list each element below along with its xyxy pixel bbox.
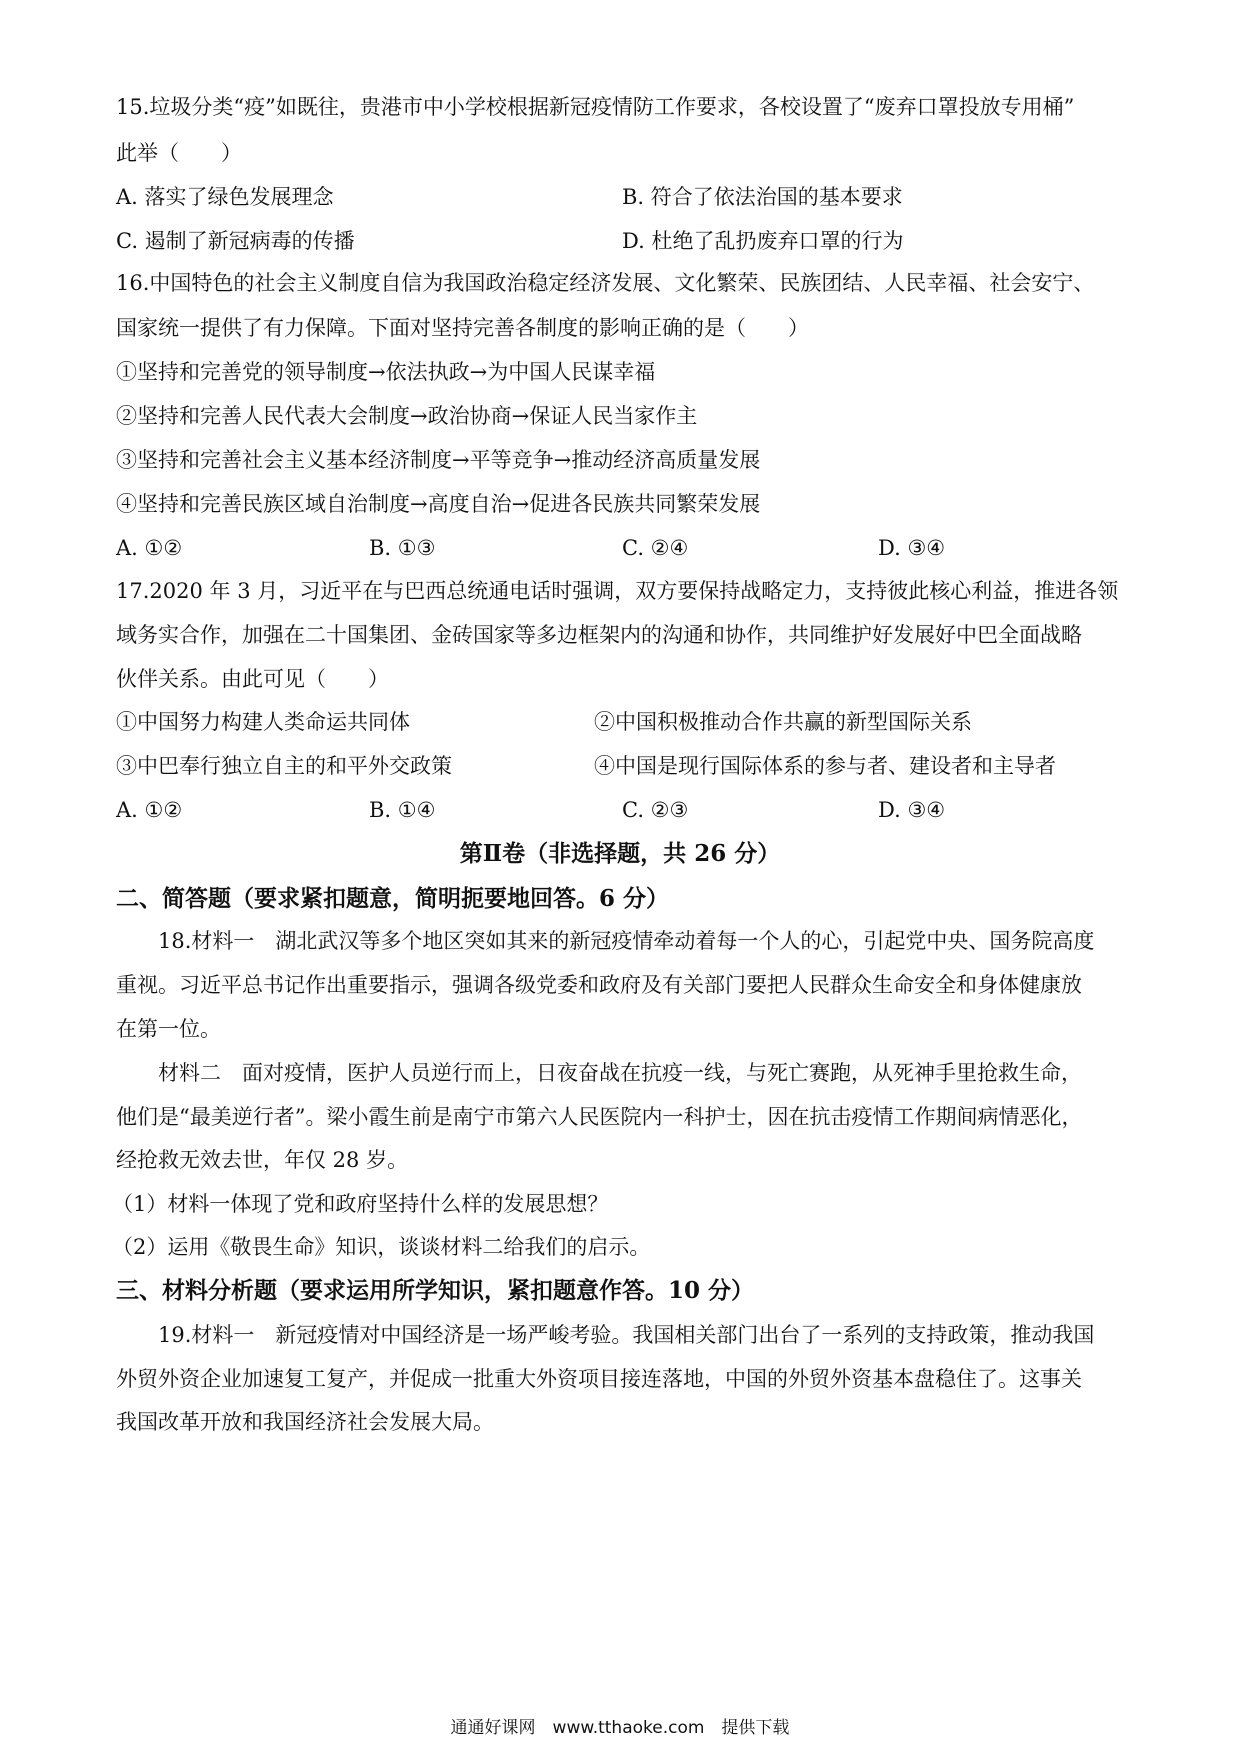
q16-item-3: ③坚持和完善社会主义基本经济制度→平等竞争→推动经济高质量发展 (116, 448, 761, 472)
q15-stem-line1: 15.垃圾分类“疫”如既往，贵港市中小学校根据新冠疫情防工作要求，各校设置了“废弃口罩投放专用桶” (116, 95, 1075, 119)
q17-stem-line1: 17.2020 年 3 月，习近平在与巴西总统通电话时强调，双方要保持战略定力，支持彼此核心利益，推进各领 (116, 579, 1119, 603)
page-footer: 通通好课网 www.tthaoke.com 提供下载 (450, 1718, 790, 1738)
q18-material2-line3: 经抢救无效去世，年仅 28 岁。 (116, 1148, 409, 1172)
q16-stem-line2: 国家统一提供了有力保障。下面对坚持完善各制度的影响正确的是（ ） (116, 316, 809, 340)
q17-option-a: A. ①② (116, 798, 183, 822)
q15-option-b: B. 符合了依法治国的基本要求 (622, 185, 903, 209)
section3-title: 三、材料分析题（要求运用所学知识，紧扣题意作答。10 分） (116, 1277, 755, 1304)
q17-item-2: ②中国积极推动合作共赢的新型国际关系 (594, 710, 972, 734)
q19-material1-line2: 外贸外资企业加速复工复产，并促成一批重大外资项目接连落地，中国的外贸外资基本盘稳住了。这事关 (116, 1367, 1082, 1391)
q18-subquestion-2: （2）运用《敬畏生命》知识，谈谈材料二给我们的启示。 (112, 1235, 651, 1259)
q16-item-1: ①坚持和完善党的领导制度→依法执政→为中国人民谋幸福 (116, 360, 656, 384)
q17-stem-line2: 域务实合作，加强在二十国集团、金砖国家等多边框架内的沟通和协作，共同维护好发展好中巴全面战略 (116, 623, 1082, 647)
section2-title: 二、简答题（要求紧扣题意，简明扼要地回答。6 分） (116, 885, 670, 912)
q16-option-b: B. ①③ (369, 536, 436, 560)
q17-item-4: ④中国是现行国际体系的参与者、建设者和主导者 (594, 754, 1056, 778)
q16-item-2: ②坚持和完善人民代表大会制度→政治协商→保证人民当家作主 (116, 404, 698, 428)
q18-material2-line1: 材料二 面对疫情，医护人员逆行而上，日夜奋战在抗疫一线，与死亡赛跑，从死神手里抢救生命， (158, 1061, 1082, 1085)
q19-material1-line3: 我国改革开放和我国经济社会发展大局。 (116, 1410, 494, 1434)
q16-option-d: D. ③④ (878, 536, 946, 560)
q18-subquestion-1: （1）材料一体现了党和政府坚持什么样的发展思想？ (112, 1192, 609, 1216)
q15-option-c: C. 遏制了新冠病毒的传播 (116, 229, 355, 253)
q17-item-1: ①中国努力构建人类命运共同体 (116, 710, 410, 734)
q17-option-b: B. ①④ (369, 798, 436, 822)
q16-option-c: C. ②④ (622, 536, 689, 560)
q16-item-4: ④坚持和完善民族区域自治制度→高度自治→促进各民族共同繁荣发展 (116, 492, 761, 516)
q17-option-d: D. ③④ (878, 798, 946, 822)
part2-title: 第Ⅱ卷（非选择题，共 26 分） (459, 840, 781, 867)
q19-material1-line1: 19.材料一 新冠疫情对中国经济是一场严峻考验。我国相关部门出台了一系列的支持政策，推动我国 (158, 1323, 1095, 1347)
q18-material1-line2: 重视。习近平总书记作出重要指示，强调各级党委和政府及有关部门要把人民群众生命安全和身体健康放 (116, 973, 1082, 997)
q15-option-d: D. 杜绝了乱扔废弃口罩的行为 (622, 229, 904, 253)
q16-option-a: A. ①② (116, 536, 183, 560)
q15-option-a: A. 落实了绿色发展理念 (116, 185, 334, 209)
q16-stem-line1: 16.中国特色的社会主义制度自信为我国政治稳定经济发展、文化繁荣、民族团结、人民幸福、社会安宁、 (116, 271, 1095, 295)
q17-stem-line3: 伙伴关系。由此可见（ ） (116, 667, 389, 691)
q18-material2-line2: 他们是“最美逆行者”。梁小霞生前是南宁市第六人民医院内一科护士，因在抗击疫情工作期间病情恶化， (116, 1105, 1083, 1129)
q17-option-c: C. ②③ (622, 798, 689, 822)
q15-stem-line2: 此举（ ） (116, 141, 242, 165)
q17-item-3: ③中巴奉行独立自主的和平外交政策 (116, 754, 452, 778)
q18-material1-line1: 18.材料一 湖北武汉等多个地区突如其来的新冠疫情牵动着每一个人的心，引起党中央、国务院高度 (158, 929, 1095, 953)
q18-material1-line3: 在第一位。 (116, 1017, 221, 1041)
